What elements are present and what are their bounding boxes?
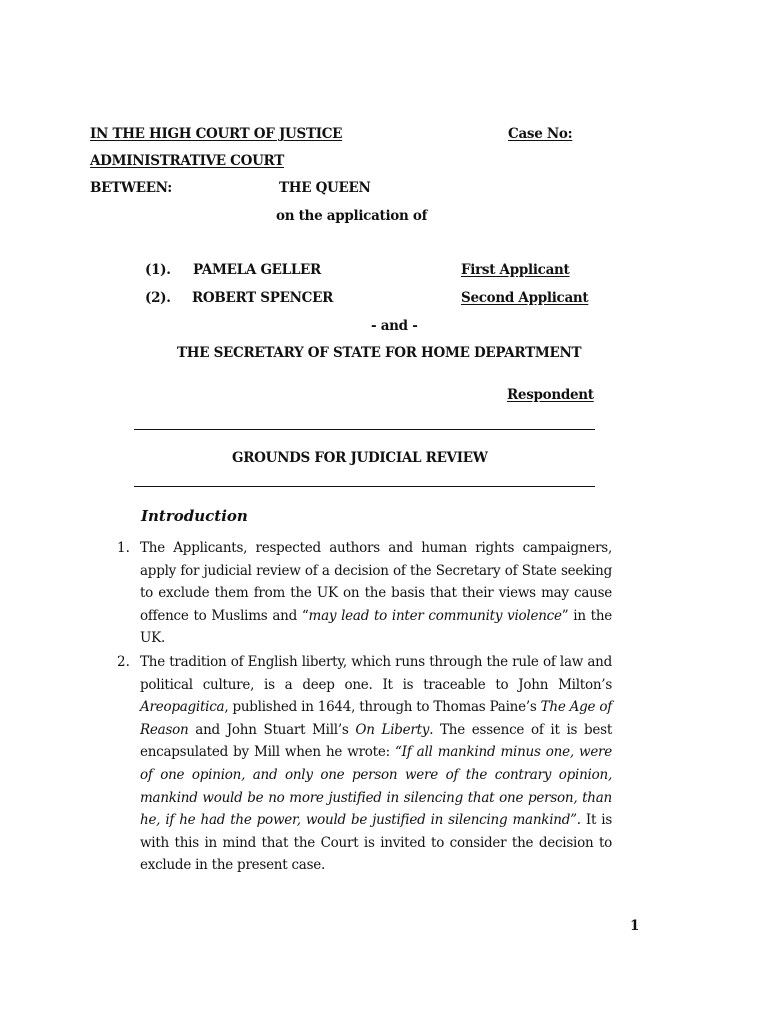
court-name: IN THE HIGH COURT OF JUSTICE [90,126,343,142]
paragraph-2-text: The tradition of English liberty, which runs through the rule of law and political culture, is a deep one. It is traceable to John Milton’s [140,654,612,693]
bottom-rule [134,486,595,487]
document-heading: GROUNDS FOR JUDICIAL REVIEW [232,450,488,466]
respondent-role: Respondent [507,387,594,403]
paragraph-2 [140,651,612,877]
title-areopagitica: Areopagitica [140,699,225,716]
paragraph-1-quote: may lead to inter community violence [308,607,562,624]
paragraph-1-text: The Applicants, respected authors and human rights campaigners, apply for judicial review of a decision of the Secretary of State seeking to exclude them from the UK on the basis that their views may cause offence to Muslims and “ [140,540,612,624]
on-application-of: on the application of [276,208,428,224]
paragraph-2-text-c: and John Stuart Mill’s [188,721,356,738]
party-2-role: Second Applicant [461,290,589,306]
section-title: Introduction [141,507,248,525]
paragraph-1-text-end: ” in the UK. [140,607,613,647]
court-division: ADMINISTRATIVE COURT [90,153,284,169]
between-label: BETWEEN: [90,180,172,196]
title-on-liberty: On Liberty [355,721,430,738]
top-rule [134,429,595,430]
page-number: 1 [630,918,640,934]
title-age-of-reason: The Age of Reason [140,699,612,738]
paragraph-2-number: 2. [117,654,130,670]
case-number-label: Case No: [508,126,573,142]
party-1-role: First Applicant [461,262,570,278]
paragraph-1 [140,537,612,650]
mill-quote: “If all mankind minus one, were of one opinion, and only one person were of the contrary opinion, mankind would be no more justified in silencing that one person, than he, if he had the power, would be justified in silencing mankind”. [140,744,612,829]
paragraph-2-text-b: , published in 1644, through to Thomas Paine’s [224,699,541,716]
party-2-name: ROBERT SPENCER [192,290,333,306]
party-1-name: PAMELA GELLER [193,262,321,278]
respondent-name: THE SECRETARY OF STATE FOR HOME DEPARTMENT [177,345,582,361]
paragraph-2-text-e: It is with this in mind that the Court is invited to consider the decision to exclude in the present case. [140,812,612,874]
paragraph-2-text-d: . The essence of it is best encapsulated by Mill when he wrote: [140,721,613,761]
paragraph-1-number: 1. [117,540,130,556]
the-queen: THE QUEEN [279,180,371,196]
party-2-number: (2). [145,290,171,306]
party-1-number: (1). [145,262,171,278]
and-separator: - and - [371,318,418,334]
